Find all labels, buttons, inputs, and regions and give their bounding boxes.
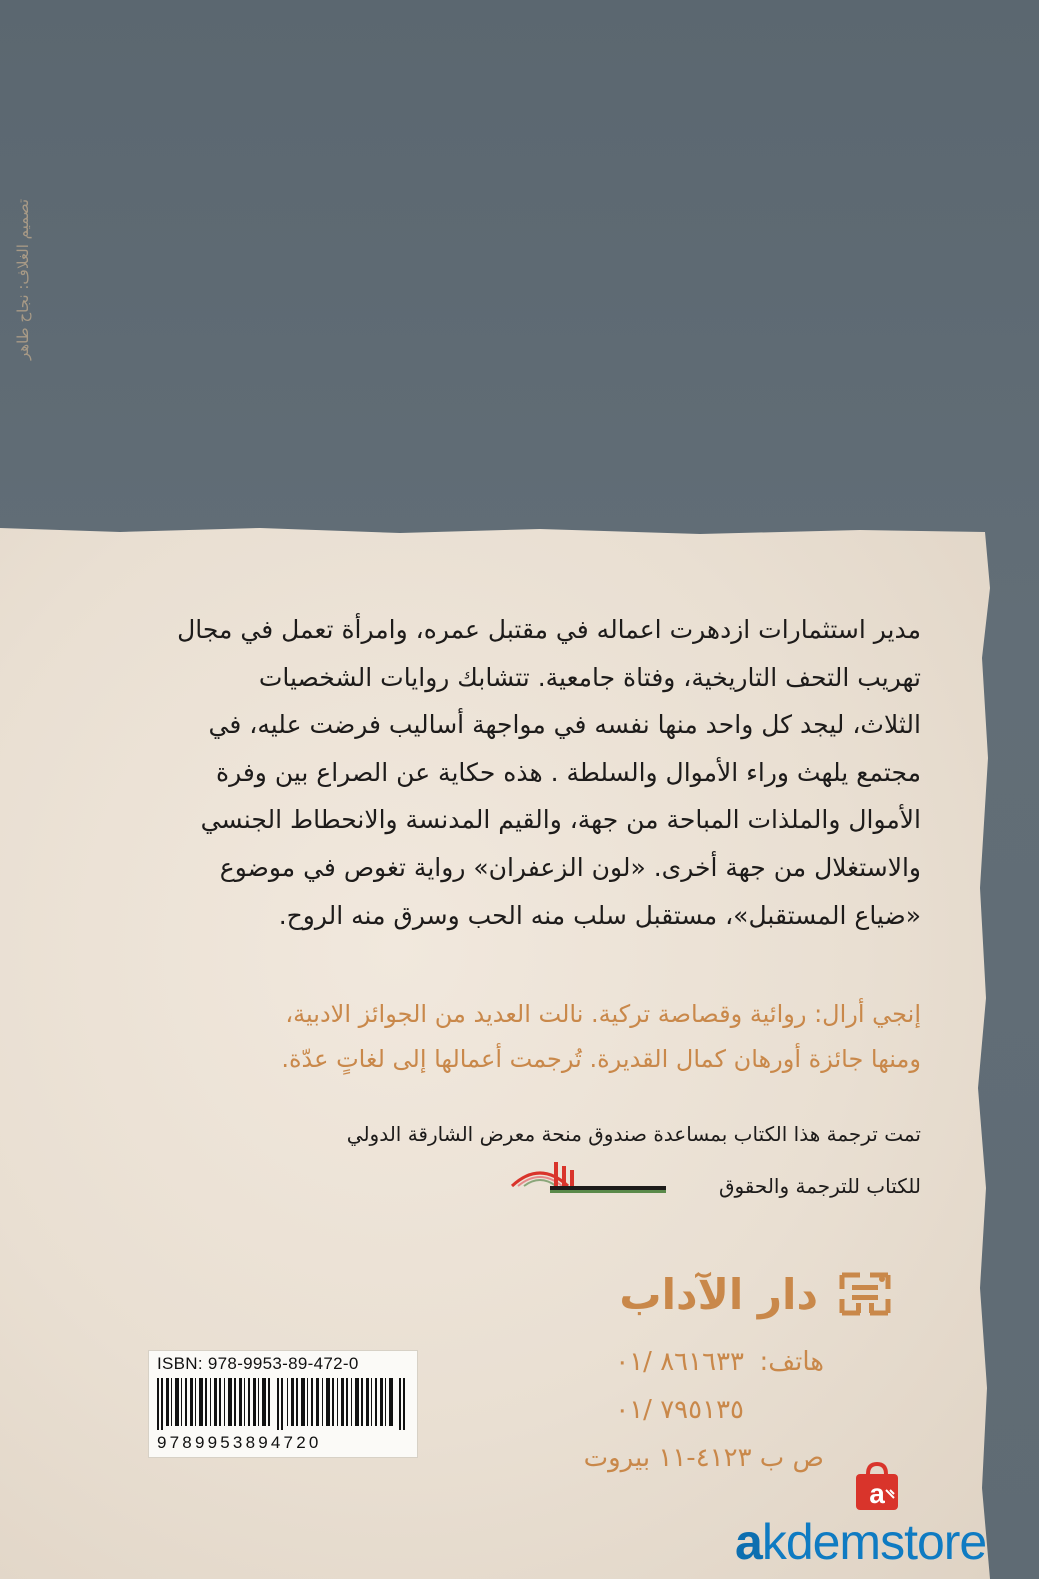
store-name-rest: kdemstore (761, 1514, 987, 1570)
po-box-row (534, 1434, 824, 1482)
phone-row (534, 1338, 824, 1386)
book-blurb (161, 606, 921, 939)
isbn-digits: 9789953894720 (157, 1433, 322, 1452)
grant-line: للكتاب للترجمة والحقوق (718, 1174, 921, 1198)
store-name-a: a (735, 1514, 762, 1570)
store-watermark[interactable] (735, 1512, 1039, 1576)
po-box: ص ب ٤١٢٣-١١ بيروت (583, 1443, 824, 1473)
blurb-line: الأموال والملذات المباحة من جهة، والقيم المدنسة والانحطاط الجنسي (200, 805, 921, 835)
phone-row-2 (534, 1386, 824, 1434)
author-line: ومنها جائزة أورهان كمال القديرة. تُرجمت أعمالها إلى لغاتٍ عدّة. (281, 1045, 921, 1073)
blurb-line: والاستغلال من جهة أخرى. «لون الزعفران» رواية تغوص في موضوع (219, 852, 921, 882)
shopping-bag-icon[interactable] (852, 1460, 902, 1512)
blurb-line: «ضياع المستقبل»، مستقبل سلب منه الحب وسرق منه الروح. (278, 900, 921, 930)
blurb-line: الثلاث، ليجد كل واحد منها نفسه في مواجهة أساليب فرضت عليه، في (208, 710, 921, 740)
grant-line: تمت ترجمة هذا الكتاب بمساعدة صندوق منحة معرض الشارقة الدولي (346, 1122, 921, 1146)
isbn-barcode-box (148, 1350, 418, 1458)
publisher-emblem-icon (836, 1265, 894, 1323)
fund-logo-icon (510, 1152, 668, 1204)
svg-text:a: a (869, 1478, 885, 1509)
author-bio (161, 992, 921, 1082)
author-line: إنجي أرال: روائية وقصاصة تركية. نالت العديد من الجوائز الادبية، (285, 1000, 921, 1028)
barcode-icon (157, 1378, 409, 1430)
isbn-label: ISBN: 978-9953-89-472-0 (157, 1354, 359, 1373)
phone-number-2: ٧٩٥١٣٥ /٠١ (615, 1395, 744, 1425)
blurb-line: مدير استثمارات ازدهرت اعماله في مقتبل عمره، وامرأة تعمل في مجال (177, 615, 921, 644)
publisher-brand (619, 1263, 894, 1325)
blurb-line: تهريب التحف التاريخية، وفتاة جامعية. تتشابك روايات الشخصيات (258, 662, 921, 692)
blurb-line: مجتمع يلهث وراء الأموال والسلطة . هذه حكاية عن الصراع بين وفرة (215, 757, 921, 787)
phone-label: هاتف: (759, 1347, 824, 1377)
phone-number-1: ٨٦١٦٣٣ /٠١ (615, 1347, 744, 1377)
publisher-contact (534, 1338, 824, 1482)
cover-design-credit: تصميم الغلاف: نجاح طاهر (14, 198, 32, 360)
publisher-name: دار الآداب (619, 1269, 818, 1319)
